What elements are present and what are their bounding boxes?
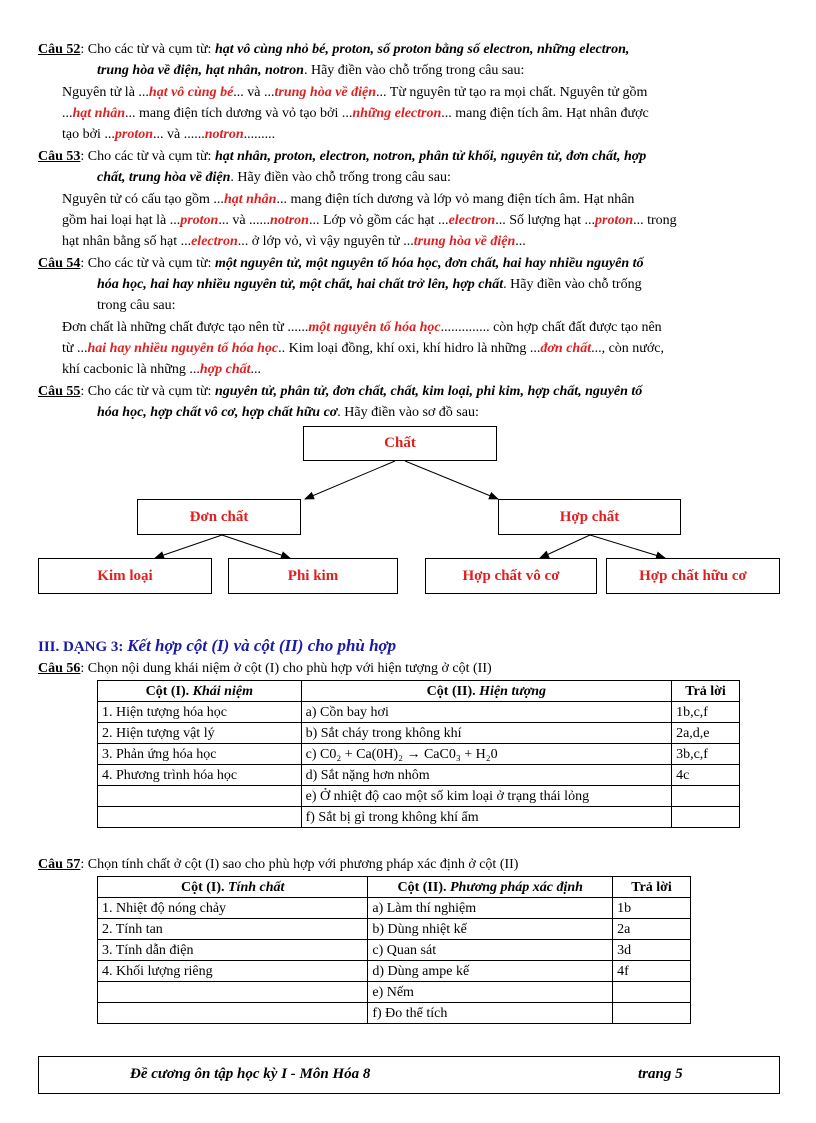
q53-question-cont: chất, trung hòa về điện. Hãy điền vào chỗ trống trong câu sau: — [97, 170, 451, 185]
diagram-node-hop-chat: Hợp chất — [498, 499, 681, 535]
q53-blank-2: proton — [180, 213, 219, 228]
q54-question-cont2: trong câu sau: — [97, 298, 176, 313]
q54-answer-line1: Đơn chất là những chất được tạo nên từ ......một nguyên tố hóa học.............. còn hợp chất đất được tạo nên — [62, 320, 662, 335]
q55-label: Câu 55 — [38, 384, 81, 399]
q53-answer-line3: hạt nhân bằng số hạt ...electron... ở lớp vỏ, vì vậy nguyên tử ...trung hòa về điện... — [62, 234, 526, 249]
diagram-node-phi-kim: Phi kim — [228, 558, 398, 594]
q54-blank-3: đơn chất — [540, 341, 592, 356]
q56-col1-header: Cột (I). Khái niệm — [98, 681, 302, 702]
q56-label: Câu 56 — [38, 661, 81, 676]
q52-blank-2: trung hòa về điện — [274, 85, 377, 100]
table-row: f) Đo thể tích — [98, 1003, 691, 1024]
q52-blank-1: hạt vô cùng bé — [148, 85, 234, 100]
q54-answer-line3: khí cacbonic là những ...hợp chất... — [62, 362, 262, 377]
table-row: 4. Phương trình hóa học d) Sắt nặng hơn nhôm 4c — [98, 765, 740, 786]
arrow-chat-to-don-chat — [305, 461, 395, 499]
diagram-node-hop-chat-vo-co: Hợp chất vô cơ — [425, 558, 597, 594]
arrow-hop-chat-to-huu-co — [590, 535, 665, 558]
table-row: 1. Nhiệt độ nóng chảy a) Làm thí nghiệm 1b — [98, 898, 691, 919]
diagram-node-kim-loai: Kim loại — [38, 558, 212, 594]
q53-blank-3: notron — [270, 213, 309, 228]
q52-label: Câu 52 — [38, 42, 81, 57]
arrow-hop-chat-to-vo-co — [540, 535, 590, 558]
section-3-heading: III. DẠNG 3: Kết hợp cột (I) và cột (II) cho phù hợp — [38, 636, 397, 655]
diagram-node-chat: Chất — [303, 426, 497, 461]
q52-answer-line1: Nguyên tử là ...hạt vô cùng bé... và ...trung hòa về điện... Từ nguyên tử tạo ra mọi chất. Nguyên tử gồm — [62, 85, 648, 100]
q53-blank-4: electron — [448, 213, 496, 228]
q53-answer-line2: gồm hai loại hạt là ...proton... và ......notron... Lớp vỏ gồm các hạt ...electron... Số lượng hạt ...proton... trong — [62, 213, 677, 228]
arrow-don-chat-to-phi-kim — [222, 535, 290, 558]
q53-blank-1: hạt nhân — [223, 192, 277, 207]
q52-question-cont: trung hòa về điện, hạt nhân, notron. Hãy điền vào chỗ trống trong câu sau: — [97, 63, 525, 78]
q52-blank-6: notron — [204, 127, 244, 142]
q56-table — [97, 680, 740, 828]
q57-col2-header: Cột (II). Phương pháp xác định — [368, 877, 613, 898]
q52-blank-5: proton — [114, 127, 154, 142]
q53-blank-6: electron — [191, 234, 238, 249]
table-header-row — [98, 681, 740, 702]
q54-answer-line2: từ ...hai hay nhiều nguyên tố hóa học.. Kim loại đồng, khí oxi, khí hidro là những ...đơn chất..., còn nước, — [62, 341, 665, 356]
q52-blank-3: hạt nhân — [72, 106, 126, 121]
table-row: 3. Tính dẫn điện c) Quan sát 3d — [98, 940, 691, 961]
table-row: e) Ở nhiệt độ cao một số kim loại ở trạng thái lỏng — [98, 786, 740, 807]
footer-title: Đề cương ôn tập học kỳ I - Môn Hóa 8 — [130, 1066, 371, 1082]
q52-answer-line3: tạo bởi ...proton... và ......notron......... — [62, 127, 276, 142]
table-row: e) Nếm — [98, 982, 691, 1003]
table-row: f) Sắt bị gỉ trong không khí ẩm — [98, 807, 740, 828]
q53-label: Câu 53 — [38, 149, 81, 164]
q54-question-cont: hóa học, hai hay nhiều nguyên tử, một chất, hai chất trở lên, hợp chất. Hãy điền vào chỗ trống — [97, 277, 642, 292]
q57-question: Câu 57: Chọn tính chất ở cột (I) sao cho phù hợp với phương pháp xác định ở cột (II) — [38, 857, 519, 872]
q54-label: Câu 54 — [38, 256, 81, 271]
footer-page-number: trang 5 — [638, 1066, 683, 1082]
q57-table — [97, 876, 691, 1024]
q56-col3-header: Trả lời — [672, 681, 740, 702]
q53-question: Câu 53: Cho các từ và cụm từ: hạt nhân, proton, electron, notron, phân tử khối, nguyên tử, đơn chất, hợp — [38, 149, 647, 164]
table-row: 2. Hiện tượng vật lý b) Sắt cháy trong không khí 2a,d,e — [98, 723, 740, 744]
q54-blank-2: hai hay nhiều nguyên tố hóa học — [87, 341, 279, 356]
page-footer — [38, 1056, 780, 1094]
q56-question: Câu 56: Chọn nội dung khái niệm ở cột (I) cho phù hợp với hiện tượng ở cột (II) — [38, 661, 492, 676]
diagram-node-don-chat: Đơn chất — [137, 499, 301, 535]
q56-col2-header: Cột (II). Hiện tượng — [301, 681, 671, 702]
diagram-node-hop-chat-huu-co: Hợp chất hữu cơ — [606, 558, 780, 594]
q55-question: Câu 55: Cho các từ và cụm từ: nguyên tử, phân tử, đơn chất, chất, kim loại, phi kim, hợp chất, nguyên tố — [38, 384, 643, 399]
table-header-row — [98, 877, 691, 898]
q52-answer-line2: ...hạt nhân... mang điện tích dương và vỏ tạo bởi ...những electron... mang điện tích âm. Hạt nhân được — [62, 106, 649, 121]
q57-col1-header: Cột (I). Tính chất — [98, 877, 368, 898]
table-row: 4. Khối lượng riêng d) Dùng ampe kế 4f — [98, 961, 691, 982]
table-row: 3. Phản ứng hóa học c) C0₂ + Ca(0H)₂ → CaC0₃ + H₂0 3b,c,f — [98, 744, 740, 765]
q52-blank-4: những electron — [352, 106, 442, 121]
q52-question: Câu 52: Cho các từ và cụm từ: hạt vô cùng nhỏ bé, proton, số proton bằng số electron, những electron, — [38, 42, 630, 57]
q53-blank-5: proton — [595, 213, 634, 228]
table-row: 1. Hiện tượng hóa học a) Cồn bay hơi 1b,c,f — [98, 702, 740, 723]
q53-blank-7: trung hòa về điện — [413, 234, 516, 249]
q54-blank-4: hợp chất — [199, 362, 251, 377]
q54-blank-1: một nguyên tố hóa học — [308, 320, 441, 335]
q53-answer-line1: Nguyên tử có cấu tạo gồm ...hạt nhân... mang điện tích dương và lớp vỏ mang điện tích âm. Hạt nhân — [62, 192, 635, 207]
q57-label: Câu 57 — [38, 857, 81, 872]
q55-question-cont: hóa học, hợp chất vô cơ, hợp chất hữu cơ. Hãy điền vào sơ đồ sau: — [97, 405, 479, 420]
table-row: 2. Tính tan b) Dùng nhiệt kế 2a — [98, 919, 691, 940]
q57-col3-header: Trả lời — [613, 877, 691, 898]
arrow-don-chat-to-kim-loai — [155, 535, 222, 558]
q54-question: Câu 54: Cho các từ và cụm từ: một nguyên tử, một nguyên tố hóa học, đơn chất, hai hay nhiều nguyên tố — [38, 256, 644, 271]
arrow-chat-to-hop-chat — [405, 461, 498, 499]
